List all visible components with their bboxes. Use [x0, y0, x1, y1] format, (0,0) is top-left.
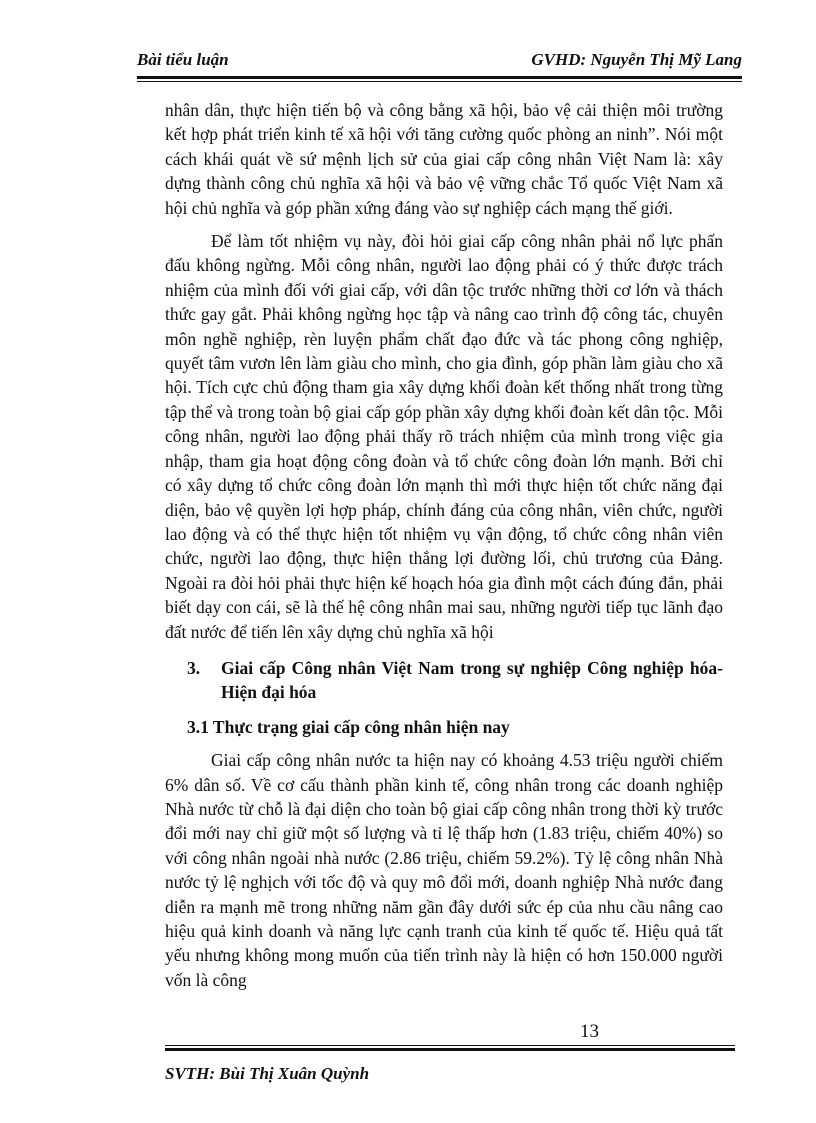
footer-rule-thin	[165, 1045, 735, 1046]
document-body	[165, 98, 723, 992]
page-number: 13	[580, 1021, 599, 1042]
footer-student-name: SVTH: Bùi Thị Xuân Quỳnh	[165, 1064, 370, 1083]
header-advisor: GVHD: Nguyễn Thị Mỹ Lang	[531, 50, 742, 69]
section-3-1-heading: 3.1 Thực trạng giai cấp công nhân hiện nay	[187, 716, 510, 737]
footer-rule-thick	[165, 1048, 735, 1051]
page-header	[137, 50, 742, 76]
section-3-heading	[165, 656, 723, 705]
paragraph-1: nhân dân, thực hiện tiến bộ và công bằng xã hội, bảo vệ cải thiện môi trường kết hợp phát triển kinh tế xã hội với tăng cường quốc phòng an ninh”. Nói một cách khái quát về sứ mệnh lịch sử của giai cấp công nhân Việt Nam là: xây dựng thành công chủ nghĩa xã hội và bảo vệ vững chắc Tổ quốc Việt Nam xã hội chủ nghĩa và góp phần xứng đáng vào sự nghiệp cách mạng thế giới.	[165, 100, 723, 218]
paragraph-2: Để làm tốt nhiệm vụ này, đòi hỏi giai cấp công nhân phải nổ lực phấn đấu không ngừng. Mỗi công nhân, người lao động phải có ý thức được trách nhiệm của mình đối với giai cấp, với dân tộc trước những thời cơ lớn và thách thức gay gắt. Phải không ngừng học tập và nâng cao trình độ công tác, chuyên môn nghề nghiệp, rèn luyện phẩm chất đạo đức và tác phong công nghiệp, quyết tâm vươn lên làm giàu cho mình, cho gia đình, góp phần làm giàu cho xã hội. Tích cực chủ động tham gia xây dựng khối đoàn kết thống nhất trong từng tập thể và trong toàn bộ giai cấp góp phần xây dựng khối đoàn kết dân tộc. Mỗi công nhân, người lao động phải thấy rõ trách nhiệm của mình trong việc gia nhập, tham gia hoạt động công đoàn và tổ chức công đoàn lớn mạnh. Bởi chỉ có xây dựng tổ chức công đoàn lớn mạnh thì mới thực hiện tốt chức năng đại diện, bảo vệ quyền lợi hợp pháp, chính đáng của công nhân, viên chức, người lao động và có thể thực hiện tốt nhiệm vụ vận động, tổ chức công nhân viên chức, người lao động, thực hiện thắng lợi đường lối, chủ trương của Đảng. Ngoài ra đòi hỏi phải thực hiện kế hoạch hóa gia đình một cách đúng đắn, phải biết dạy con cái, sẽ là thế hệ công nhân mai sau, những người tiếp tục lãnh đạo đất nước để tiến lên xây dựng chủ nghĩa xã hội	[165, 231, 723, 642]
section-3-number: 3.	[187, 657, 201, 678]
header-rule-thick	[137, 76, 742, 79]
section-3-title: Giai cấp Công nhân Việt Nam trong sự nghiệp Công nghiệp hóa- Hiện đại hóa	[221, 657, 723, 703]
header-rule-thin	[137, 81, 742, 82]
paragraph-3: Giai cấp công nhân nước ta hiện nay có khoảng 4.53 triệu người chiếm 6% dân số. Về cơ cấu thành phần kinh tế, công nhân trong các doanh nghiệp Nhà nước từ chỗ là đại diện cho toàn bộ giai cấp công nhân trong thời kỳ trước đổi mới nay chỉ giữ một số lượng và tỉ lệ thấp hơn (1.83 triệu, chiếm 40%) so với công nhân ngoài nhà nước (2.86 triệu, chiếm 59.2%). Tỷ lệ công nhân Nhà nước tỷ lệ nghịch với tốc độ và quy mô đổi mới, doanh nghiệp Nhà nước đang diễn ra mạnh mẽ trong những năm gần đây dưới sức ép của nhu cầu nâng cao hiệu quả kinh doanh và năng lực cạnh tranh của kinh tế quốc tế. Hiệu quả tất yếu nhưng không mong muốn của tiến trình này là hiện có hơn 150.000 người vốn là công	[165, 750, 723, 990]
header-left-title: Bài tiểu luận	[137, 50, 229, 69]
